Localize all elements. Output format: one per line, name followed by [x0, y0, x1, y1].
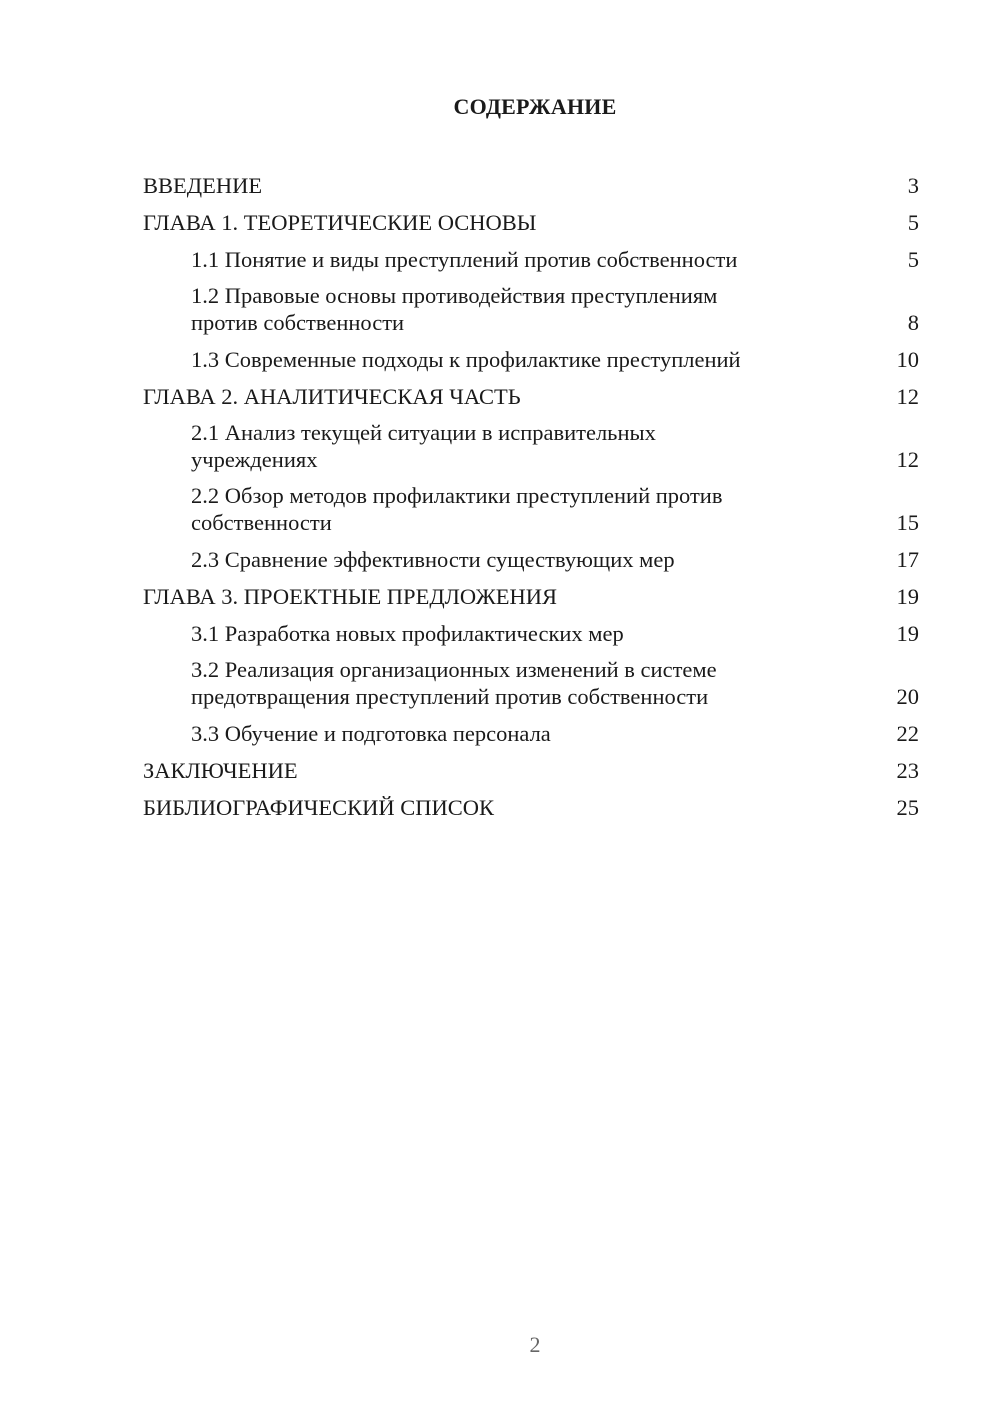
toc-entry-page: 5	[907, 247, 919, 272]
toc-entry-section-1-1[interactable]	[143, 241, 919, 278]
toc-entry-page: 12	[896, 384, 919, 409]
toc-entry-chapter-2[interactable]	[143, 378, 919, 415]
toc-entry-label: 3.1 Разработка новых профилактических мер	[191, 621, 624, 646]
toc-entry-page: 8	[907, 310, 919, 335]
toc-entry-section-1-2[interactable]	[143, 278, 919, 341]
toc-entry-page: 12	[896, 447, 919, 472]
toc-entry-label: 1.3 Современные подходы к профилактике преступлений	[191, 347, 741, 372]
toc-entry-page: 10	[896, 347, 919, 372]
toc-entry-section-2-3[interactable]	[143, 541, 919, 578]
toc-entry-label: 1.2 Правовые основы противодействия преступлениям против собственности	[191, 283, 718, 335]
toc-entry-label: 3.3 Обучение и подготовка персонала	[191, 721, 551, 746]
toc-entry-page: 19	[896, 584, 919, 609]
toc-entry-page: 20	[896, 684, 919, 709]
toc-entry-section-3-1[interactable]	[143, 615, 919, 652]
toc-entry-chapter-3[interactable]	[143, 578, 919, 615]
toc-entry-page: 19	[896, 621, 919, 646]
page-number: 2	[529, 1332, 541, 1357]
toc-entry-page: 3	[907, 173, 919, 198]
toc-entry-page: 17	[896, 547, 919, 572]
page-title: СОДЕРЖАНИЕ	[453, 94, 617, 119]
table-of-contents	[143, 167, 919, 826]
toc-entry-section-3-3[interactable]	[143, 715, 919, 752]
toc-entry-section-3-2[interactable]	[143, 652, 919, 715]
toc-entry-label: 2.3 Сравнение эффективности существующих мер	[191, 547, 675, 572]
toc-entry-page: 15	[896, 510, 919, 535]
toc-entry-section-2-2[interactable]	[143, 478, 919, 541]
toc-entry-label: 1.1 Понятие и виды преступлений против собственности	[191, 247, 738, 272]
toc-entry-label: ГЛАВА 1. ТЕОРЕТИЧЕСКИЕ ОСНОВЫ	[143, 210, 537, 235]
toc-entry-section-1-3[interactable]	[143, 341, 919, 378]
toc-entry-section-2-1[interactable]	[143, 415, 919, 478]
toc-entry-page: 25	[896, 795, 919, 820]
toc-entry-label: ВВЕДЕНИЕ	[143, 173, 263, 198]
toc-entry-page: 23	[896, 758, 919, 783]
toc-entry-chapter-1[interactable]	[143, 204, 919, 241]
toc-entry-page: 5	[907, 210, 919, 235]
toc-entry-label: 2.1 Анализ текущей ситуации в исправительных учреждениях	[191, 420, 656, 472]
toc-entry-label: ГЛАВА 3. ПРОЕКТНЫЕ ПРЕДЛОЖЕНИЯ	[143, 584, 558, 609]
toc-entry-conclusion[interactable]	[143, 752, 919, 789]
toc-entry-introduction[interactable]	[143, 167, 919, 204]
toc-entry-label: ГЛАВА 2. АНАЛИТИЧЕСКАЯ ЧАСТЬ	[143, 384, 521, 409]
toc-entry-label: ЗАКЛЮЧЕНИЕ	[143, 758, 298, 783]
toc-entry-bibliography[interactable]	[143, 789, 919, 826]
toc-entry-label: БИБЛИОГРАФИЧЕСКИЙ СПИСОК	[143, 795, 495, 820]
toc-entry-label: 3.2 Реализация организационных изменений в системе предотвращения преступлений против собственности	[191, 657, 717, 709]
toc-entry-label: 2.2 Обзор методов профилактики преступлений против собственности	[191, 483, 723, 535]
toc-entry-page: 22	[896, 721, 919, 746]
